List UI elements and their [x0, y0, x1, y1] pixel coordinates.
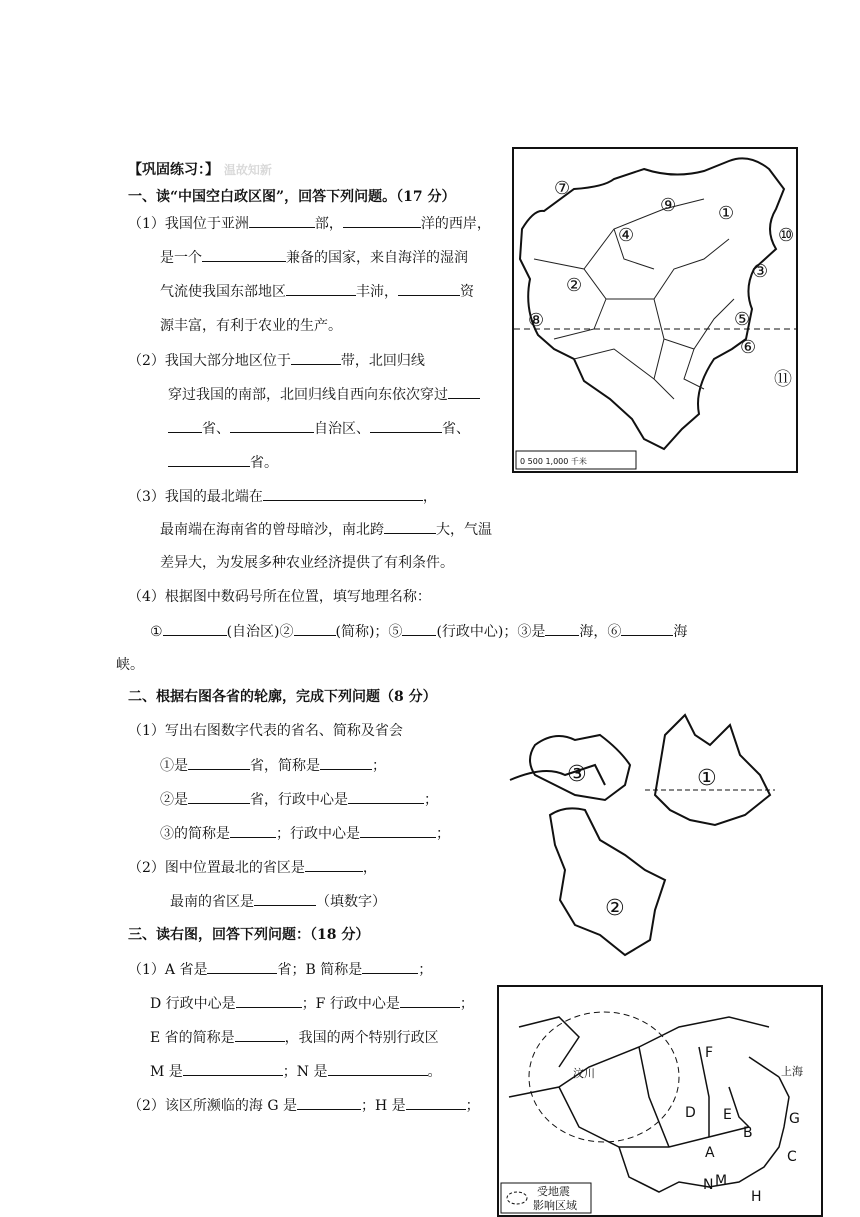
s3-line3 [150, 1027, 439, 1048]
s1-q4-line2 [150, 621, 687, 642]
answer-blank[interactable] [305, 857, 363, 872]
text: 是一个 [160, 250, 202, 266]
national-border [520, 158, 784, 449]
province-line [749, 1057, 779, 1077]
s1-q3-line1 [128, 486, 437, 507]
legend-text-2: 影响区域 [533, 1199, 577, 1212]
text: 自治区、 [314, 421, 370, 437]
text: 省、 [202, 421, 230, 437]
answer-blank[interactable] [236, 993, 302, 1008]
answer-blank[interactable] [168, 418, 202, 433]
text: 带，北回归线 [340, 353, 425, 369]
text: ；H 是 [361, 1098, 406, 1114]
text: ；F 行政中心是 [301, 996, 400, 1012]
text: ； [459, 996, 474, 1012]
s2-q1: （1）写出右图数字代表的省名、简称及省会 [128, 723, 403, 739]
text: 大，气温 [436, 522, 492, 538]
text: 省，行政中心是 [250, 792, 348, 808]
province-line [606, 239, 729, 299]
map3-label-E: E [723, 1107, 732, 1123]
s3-line2 [150, 993, 474, 1014]
map1-label-6: ⑥ [740, 337, 757, 358]
map1-label-7: ⑦ [554, 178, 571, 199]
s3-line4 [150, 1061, 442, 1082]
text: ； [465, 1098, 480, 1114]
s1-q4-line1: （4）根据图中数码号所在位置，填写地理名称： [128, 589, 431, 605]
heading-faint-text: 温故知新 [223, 163, 272, 177]
s1-q1-line3 [160, 281, 474, 302]
answer-blank[interactable] [320, 755, 372, 770]
earthquake-zone-circle [529, 1012, 679, 1142]
s2-row1 [160, 755, 386, 776]
text: （2）我国大部分地区位于 [128, 353, 291, 369]
answer-blank[interactable] [163, 621, 227, 636]
answer-blank[interactable] [188, 755, 250, 770]
answer-blank[interactable] [362, 959, 418, 974]
map1-label-9: ⑨ [660, 195, 677, 216]
s1-q1-line2 [160, 247, 468, 268]
answer-blank[interactable] [297, 1095, 361, 1110]
province-line [534, 259, 606, 339]
province-line [559, 1087, 749, 1147]
answer-blank[interactable] [402, 621, 436, 636]
coastline [639, 1077, 789, 1192]
s1-q3-line3: 差异大，为发展多种农业经济提供了有利条件。 [160, 555, 454, 571]
answer-blank[interactable] [183, 1061, 283, 1076]
text: （2）图中位置最北的省区是 [128, 860, 305, 876]
map1-label-2: ② [566, 275, 583, 296]
map3-label-wenchuan: 汶川 [573, 1067, 595, 1080]
river-line [510, 765, 605, 785]
province-line [654, 299, 734, 349]
map1-label-3: ③ [752, 261, 769, 282]
earthquake-map-drawing [499, 987, 821, 1215]
answer-blank[interactable] [400, 993, 460, 1008]
china-blank-map [512, 147, 798, 473]
s2-row3 [160, 823, 450, 844]
text: 部， [314, 216, 343, 232]
s1-q2-line2 [168, 384, 480, 405]
text: ②是 [160, 792, 188, 808]
map1-label-4: ④ [618, 225, 635, 246]
map1-label-8: ⑧ [528, 310, 545, 331]
answer-blank[interactable] [328, 1061, 428, 1076]
text: （2）该区所濒临的海 G 是 [128, 1098, 297, 1114]
china-map-drawing [514, 149, 796, 471]
s2-row2 [160, 789, 438, 810]
s3-line1 [128, 959, 432, 980]
text: ；行政中心是 [276, 826, 360, 842]
answer-blank[interactable] [343, 213, 421, 228]
map3-label-F: F [705, 1045, 714, 1061]
exercise-heading [128, 160, 272, 180]
map3-label-M: M [715, 1173, 728, 1189]
province-line [574, 349, 654, 379]
legend-text-1: 受地震 [537, 1185, 570, 1198]
text: 省，简称是 [250, 758, 320, 774]
s1-q3-line2 [160, 519, 492, 540]
province-line [639, 1047, 669, 1147]
answer-blank[interactable] [448, 384, 480, 399]
province-line [519, 1017, 579, 1067]
answer-blank[interactable] [263, 486, 423, 501]
map1-label-1: ① [718, 203, 735, 224]
text: 最南端在海南省的曾母暗沙，南北跨 [160, 522, 384, 538]
s1-q2-line1 [128, 350, 425, 371]
answer-blank[interactable] [545, 621, 579, 636]
s1-q4-line3: 峡。 [116, 657, 144, 673]
answer-blank[interactable] [286, 281, 356, 296]
text: ； [372, 758, 386, 774]
answer-blank[interactable] [384, 519, 436, 534]
map3-label-D: D [685, 1105, 696, 1121]
text: 省。 [250, 455, 278, 471]
answer-blank[interactable] [348, 789, 424, 804]
map3-label-G: G [789, 1111, 800, 1127]
text: 兼备的国家，来自海洋的湿润 [286, 250, 468, 266]
answer-blank[interactable] [360, 823, 436, 838]
map3-label-H: H [751, 1189, 762, 1205]
s1-q1-line4: 源丰富，有利于农业的生产。 [160, 318, 342, 334]
text: ； [418, 962, 433, 978]
section3-title: 三、读右图，回答下列问题：（18 分） [128, 927, 370, 943]
answer-blank[interactable] [406, 1095, 466, 1110]
province-outlines-drawing [505, 705, 780, 960]
answer-blank[interactable] [370, 418, 442, 433]
map3-label-B: B [743, 1125, 753, 1141]
text: ， [362, 860, 377, 876]
text: M 是 [150, 1064, 183, 1080]
answer-blank[interactable] [254, 891, 316, 906]
answer-blank[interactable] [294, 621, 336, 636]
earthquake-region-map [497, 985, 823, 1217]
province-line [619, 1147, 659, 1192]
text: ；N 是 [282, 1064, 328, 1080]
map2-label-2: ② [605, 896, 625, 921]
s1-q2-line3 [168, 418, 470, 439]
text: 。 [427, 1064, 442, 1080]
answer-blank[interactable] [168, 452, 250, 467]
text: ① [150, 624, 163, 640]
province-line [729, 1087, 749, 1127]
answer-blank[interactable] [291, 350, 341, 365]
text: （1）A 省是 [128, 962, 208, 978]
text: 海 [673, 624, 688, 640]
map3-label-A: A [705, 1145, 715, 1161]
map1-label-10: ⑩ [778, 225, 795, 246]
text: 丰沛， [356, 284, 398, 300]
text: E 省的简称是 [150, 1030, 235, 1046]
answer-blank[interactable] [207, 959, 277, 974]
s2-q2-line1 [128, 857, 377, 878]
text: 洋的西岸， [420, 216, 491, 232]
text: 省；B 简称是 [277, 962, 363, 978]
province-line [509, 1017, 769, 1097]
text: (行政中心)；③是 [436, 624, 546, 640]
text: （1）我国位于亚洲 [128, 216, 249, 232]
text: 资 [460, 284, 474, 300]
heading-title: 【巩固练习：】 [128, 162, 219, 178]
answer-blank[interactable] [249, 213, 315, 228]
map2-label-1: ① [697, 766, 717, 791]
text: ①是 [160, 758, 188, 774]
text: 气流使我国东部地区 [160, 284, 286, 300]
section2-title: 二、根据右图各省的轮廓，完成下列问题（8 分） [128, 689, 437, 705]
text: 海，⑥ [579, 624, 622, 640]
answer-blank[interactable] [230, 823, 276, 838]
answer-blank[interactable] [230, 418, 314, 433]
text: （填数字） [316, 894, 386, 910]
text: 穿过我国的南部，北回归线自西向东依次穿过 [168, 387, 448, 403]
s3-line5 [128, 1095, 480, 1116]
answer-blank[interactable] [202, 247, 286, 262]
text: ③的简称是 [160, 826, 230, 842]
text: ， [422, 489, 437, 505]
text: D 行政中心是 [150, 996, 236, 1012]
s1-q2-line4 [168, 452, 278, 473]
answer-blank[interactable] [188, 789, 250, 804]
text: 最南的省区是 [170, 894, 254, 910]
answer-blank[interactable] [398, 281, 460, 296]
map3-label-N: N [703, 1177, 714, 1193]
s1-q1-line1 [128, 213, 491, 234]
map3-label-C: C [787, 1149, 797, 1165]
scale-bar-text: 0 500 1,000 千米 [520, 457, 587, 466]
text: ； [424, 792, 438, 808]
text: 省、 [442, 421, 470, 437]
map3-label-shanghai: 上海 [781, 1065, 803, 1078]
text: （3）我国的最北端在 [128, 489, 263, 505]
answer-blank[interactable] [235, 1027, 285, 1042]
province-outlines-map [505, 705, 780, 960]
map1-label-11: ⑪ [774, 369, 792, 390]
map1-label-5: ⑤ [734, 309, 751, 330]
province-outline-2 [550, 808, 665, 955]
answer-blank[interactable] [621, 621, 673, 636]
text: (简称)；⑤ [335, 624, 403, 640]
section1-title: 一、读“中国空白政区图”，回答下列问题。（17 分） [128, 189, 456, 205]
province-line [654, 339, 674, 399]
text: ； [436, 826, 450, 842]
province-line [584, 199, 704, 269]
s2-q2-line2 [170, 891, 386, 912]
map2-label-3: ③ [567, 762, 587, 787]
text: (自治区)② [226, 624, 294, 640]
text: ，我国的两个特别行政区 [284, 1030, 439, 1046]
